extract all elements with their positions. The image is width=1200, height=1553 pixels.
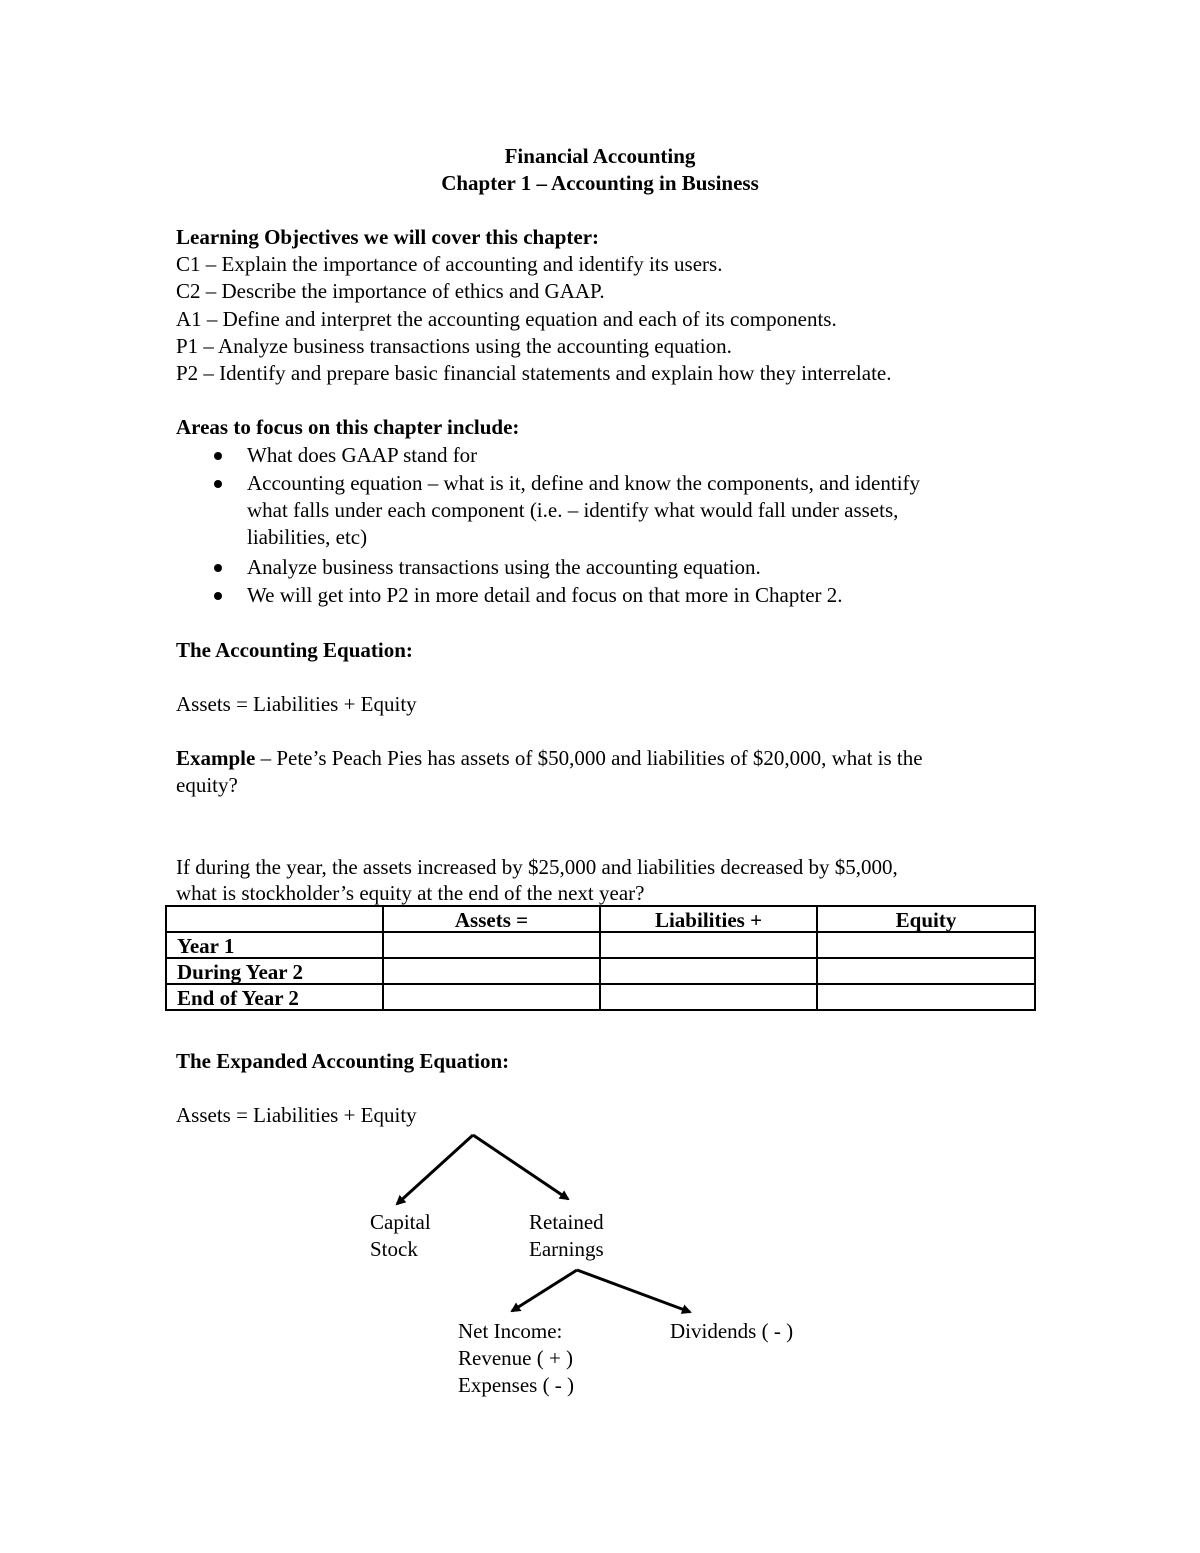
objective-c2: C2 – Describe the importance of ethics and GAAP. bbox=[176, 279, 605, 303]
row-label-year-1: Year 1 bbox=[166, 932, 383, 958]
focus-bullet-transactions: Analyze business transactions using the accounting equation. bbox=[247, 555, 761, 579]
objective-c1: C1 – Explain the importance of accounting and identify its users. bbox=[176, 252, 723, 276]
arrow-to-retained-earnings bbox=[473, 1135, 568, 1199]
document-title: Financial Accounting bbox=[504, 144, 696, 168]
retained-earnings-line1: Retained bbox=[529, 1210, 604, 1234]
row-label-during-year-2: During Year 2 bbox=[166, 958, 383, 984]
focus-bullet-p2: We will get into P2 in more detail and focus on that more in Chapter 2. bbox=[247, 583, 843, 607]
table-header-assets: Assets = bbox=[383, 906, 600, 932]
focus-bullet-gaap: What does GAAP stand for bbox=[247, 443, 478, 467]
table-header-equity: Equity bbox=[817, 906, 1035, 932]
equation-formula: Assets = Liabilities + Equity bbox=[176, 692, 417, 716]
arrow-to-net-income bbox=[512, 1270, 577, 1311]
example-label: Example bbox=[176, 746, 256, 770]
focus-heading: Areas to focus on this chapter include: bbox=[176, 415, 520, 439]
question-line-2: what is stockholder’s equity at the end of the next year? bbox=[176, 881, 645, 905]
net-income-label: Net Income: bbox=[458, 1319, 563, 1343]
dividends-label: Dividends ( - ) bbox=[670, 1319, 794, 1343]
expanded-heading: The Expanded Accounting Equation: bbox=[176, 1049, 510, 1073]
objective-a1: A1 – Define and interpret the accounting equation and each of its components. bbox=[176, 307, 837, 331]
expanded-formula: Assets = Liabilities + Equity bbox=[176, 1103, 417, 1127]
arrow-to-capital-stock bbox=[397, 1135, 473, 1204]
row-label-end-of-year-2: End of Year 2 bbox=[166, 984, 383, 1010]
table-header-liabilities: Liabilities + bbox=[600, 906, 817, 932]
objective-p2: P2 – Identify and prepare basic financial statements and explain how they interrelate. bbox=[176, 361, 892, 385]
chapter-title: Chapter 1 – Accounting in Business bbox=[441, 171, 759, 195]
equation-heading: The Accounting Equation: bbox=[176, 638, 413, 662]
expenses-label: Expenses ( - ) bbox=[458, 1373, 575, 1397]
revenue-label: Revenue ( + ) bbox=[458, 1346, 574, 1370]
capital-stock-line1: Capital bbox=[370, 1210, 431, 1234]
focus-bullet-equation-line2: what falls under each component (i.e. – identify what would fall under assets, bbox=[247, 498, 899, 522]
objectives-heading: Learning Objectives we will cover this chapter: bbox=[176, 225, 600, 249]
objective-p1: P1 – Analyze business transactions using the accounting equation. bbox=[176, 334, 732, 358]
example-text: – Pete’s Peach Pies has assets of $50,000 and liabilities of $20,000, what is the bbox=[255, 746, 923, 770]
arrow-to-dividends bbox=[577, 1270, 690, 1312]
focus-bullet-equation-line3: liabilities, etc) bbox=[247, 525, 368, 549]
question-line-1: If during the year, the assets increased by $25,000 and liabilities decreased by $5,000, bbox=[176, 855, 898, 879]
example-line-2: equity? bbox=[176, 773, 238, 797]
retained-earnings-line2: Earnings bbox=[529, 1237, 604, 1261]
focus-bullet-equation-line1: Accounting equation – what is it, define and know the components, and identify bbox=[247, 471, 921, 495]
capital-stock-line2: Stock bbox=[370, 1237, 418, 1261]
